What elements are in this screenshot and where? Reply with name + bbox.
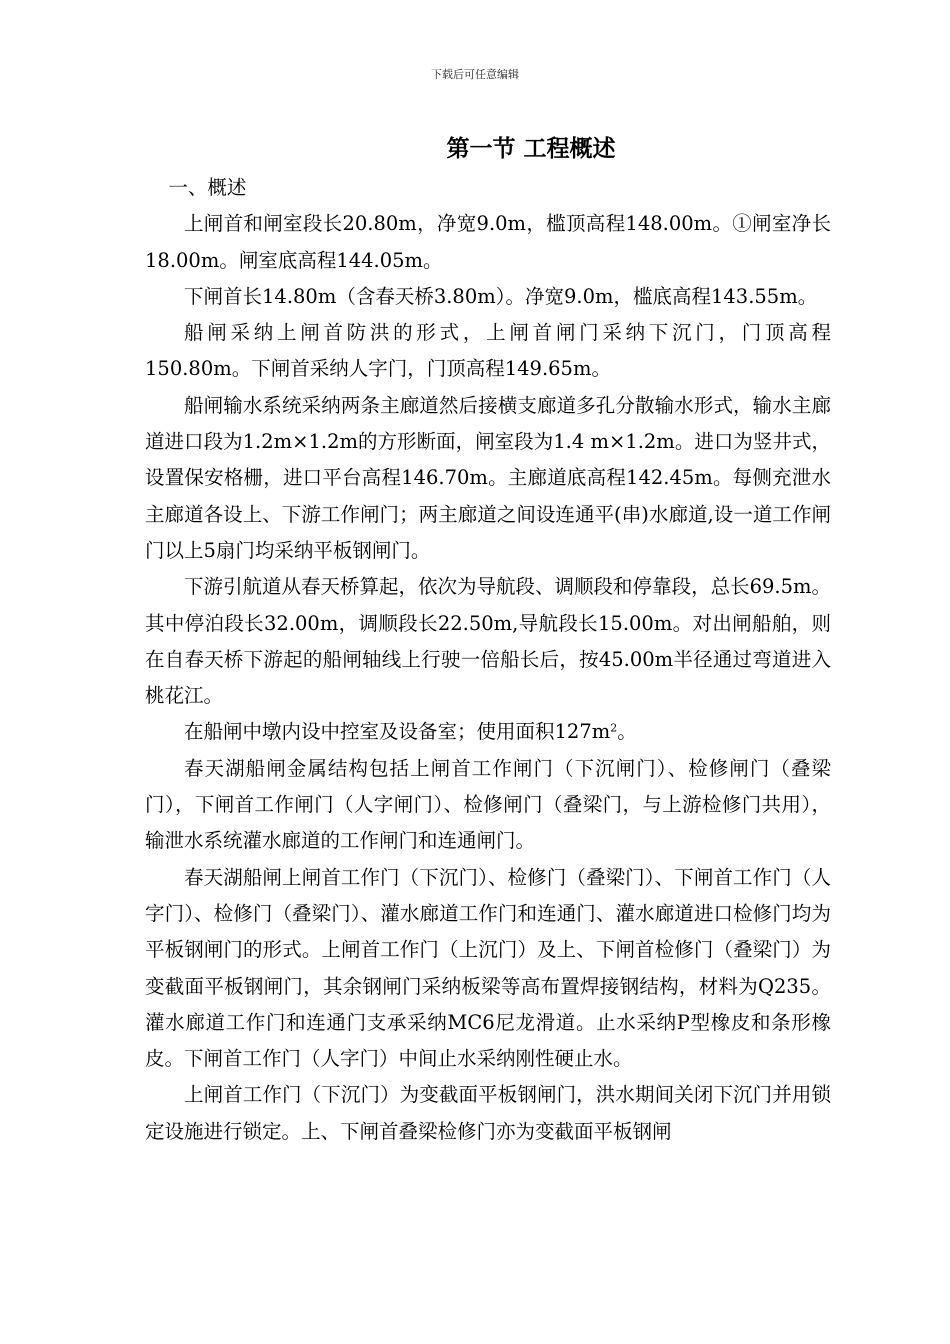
superscript: 2 xyxy=(610,721,618,735)
paragraph: 下游引航道从春天桥算起，依次为导航段、调顺段和停靠段，总长69.5m。其中停泊段长32.00m，调顺段长22.50m,导航段长15.00m。对出闸船舶，则在自春天桥下游起的船闸轴线上行驶一倍船长后，按45.00m半径通过弯道进入桃花江。 xyxy=(145,575,831,708)
page-title: 第一节 工程概述 xyxy=(446,135,616,162)
area-text: 在船闸中墩内设中控室及设备室；使用面积127m xyxy=(184,720,611,744)
section-heading: 一、概述 xyxy=(168,176,247,199)
paragraph: 春天湖船闸上闸首工作门（下沉门）、检修门（叠梁门）、下闸首工作门（人字门）、检修门（叠梁门）、灌水廊道工作门和连通门、灌水廊道进口检修门均为平板钢闸门的形式。上闸首工作门（上沉门）及上、下闸首检修门（叠梁门）为变截面平板钢闸门，其余钢闸门采纳板梁等高布置焊接钢结构，材料为Q235。灌水廊道工作门和连通门支承采纳MC6尼龙滑道。止水采纳P型橡皮和条形橡皮。下闸首工作门（人字门）中间止水采纳刚性硬止水。 xyxy=(145,865,831,1071)
area-tail: 。 xyxy=(617,720,637,744)
paragraph: 春天湖船闸金属结构包括上闸首工作闸门（下沉闸门）、检修闸门（叠梁门），下闸首工作闸门（人字闸门）、检修闸门（叠梁门，与上游检修门共用），输泄水系统灌水廊道的工作闸门和连通闸门。 xyxy=(145,756,831,853)
page-header-note: 下载后可任意编辑 xyxy=(431,68,519,81)
paragraph: 船闸采纳上闸首防洪的形式，上闸首闸门采纳下沉门，门顶高程150.80m。下闸首采纳人字门，门顶高程149.65m。 xyxy=(145,321,831,381)
paragraph: 上闸首工作门（下沉门）为变截面平板钢闸门，洪水期间关闭下沉门并用锁定设施进行锁定。上、下闸首叠梁检修门亦为变截面平板钢闸 xyxy=(145,1083,831,1143)
paragraph: 下闸首长14.80m（含春天桥3.80m）。净宽9.0m，槛底高程143.55m。 xyxy=(184,284,818,308)
paragraph: 船闸输水系统采纳两条主廊道然后接横支廊道多孔分散输水形式，输水主廊道进口段为1.2m×1.2m的方形断面，闸室段为1.4 m×1.2m。进口为竖井式，设置保安格栅，进口平台高程146.70m。主廊道底高程142.45m。每侧充泄水主廊道各设上、下游工作闸门；两主廊道之间设连通平(串)水廊道,设一道工作闸门以上5扇门均采纳平板钢闸门。 xyxy=(145,393,831,562)
document-body xyxy=(145,170,831,1150)
paragraph-area xyxy=(145,714,831,750)
paragraph: 上闸首和闸室段长20.80m，净宽9.0m，槛顶高程148.00m。①闸室净长18.00m。闸室底高程144.05m。 xyxy=(145,212,831,272)
